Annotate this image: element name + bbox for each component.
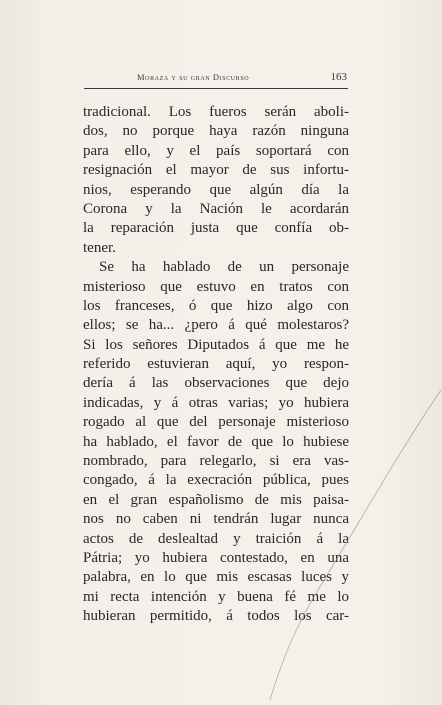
text-line: misterioso que estuvo en tratos con [83, 278, 349, 295]
text-line: mi recta intención y buena fé me lo [83, 588, 349, 605]
text-line: tradicional. Los fueros serán aboli- [83, 104, 349, 120]
text-line: para ello, y el país soportará con [83, 142, 349, 159]
text-line: Si los señores Diputados á que me he [83, 336, 349, 353]
text-line: dos, no porque haya razón ninguna [83, 123, 349, 140]
text-line: nios, esperando que algún día la [83, 181, 349, 198]
text-line: Pátria; yo hubiera contestado, en una [83, 549, 349, 566]
text-line: nos no caben ni tendrán lugar nunca [83, 511, 349, 528]
page-number: 163 [330, 71, 347, 83]
text-line: nombrado, para relegarlo, si era vas- [83, 453, 349, 470]
text-line: resignación el mayor de sus infortu- [83, 162, 349, 179]
text-line: rogado al que del personaje misterioso [83, 414, 349, 431]
text-line: Se ha hablado de un personaje [99, 259, 349, 276]
text-line: hubieran permitido, á todos los car- [83, 608, 349, 625]
text-line: ha hablado, el favor de que lo hubiese [83, 433, 349, 450]
text-line: los franceses, ó que hizo algo con [83, 297, 349, 314]
text-line: en el gran españolismo de mis paisa- [83, 491, 349, 508]
text-line: referido estuvieran aquí, yo respon- [83, 356, 349, 373]
text-line: ellos; se ha... ¿pero á qué molestaros? [83, 317, 349, 334]
text-line: palabra, en lo que mis escasas luces y [83, 569, 349, 586]
text-line: congado, á la execración pública, pues [83, 472, 349, 489]
text-line: indicadas, y á otras varias; yo hubiera [83, 394, 349, 411]
text-line: Corona y la Nación le acordarán [83, 200, 349, 217]
text-line: actos de deslealtad y traición á la [83, 530, 349, 547]
text-line: dería á las observaciones que dejo [83, 375, 349, 392]
running-title: Moraza y su gran Discurso [137, 72, 250, 82]
text-line: tener. [83, 239, 116, 256]
text-line: la reparación justa que confía ob- [83, 220, 349, 237]
